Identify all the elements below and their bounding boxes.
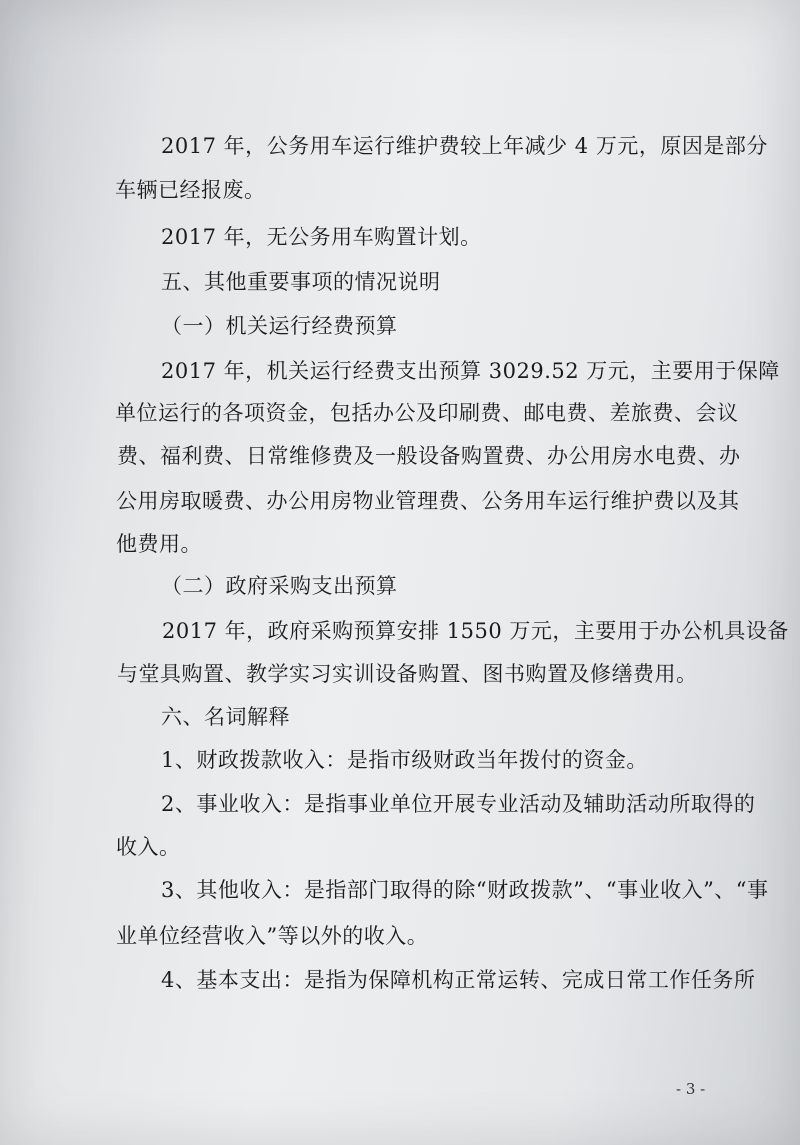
text-line-13: 与堂具购置、教学实习实训设备购置、图书购置及修缮费用。 xyxy=(117,662,698,686)
text-line-8: 费、福利费、日常维修费及一般设备购置费、办公用房水电费、办 xyxy=(117,444,741,468)
text-line-7: 单位运行的各项资金，包括办公及印刷费、邮电费、差旅费、会议 xyxy=(115,401,739,425)
text-line-18: 3、其他收入：是指部门取得的除“财政拨款”、“事业收入”、“事 xyxy=(161,878,769,902)
text-line-10: 他费用。 xyxy=(116,532,202,556)
subsection-heading-2: （二）政府采购支出预算 xyxy=(161,574,398,598)
text-line-17: 收入。 xyxy=(116,835,181,859)
text-line-6: 2017 年，机关运行经费支出预算 3029.52 万元，主要用于保障 xyxy=(161,359,780,383)
text-line-12: 2017 年，政府采购预算安排 1550 万元，主要用于办公机具设备 xyxy=(162,619,789,643)
text-line-19: 业单位经营收入”等以外的收入。 xyxy=(116,924,429,948)
text-line-3: 2017 年，无公务用车购置计划。 xyxy=(161,225,482,249)
page-number: - 3 - xyxy=(676,1080,706,1098)
subsection-heading-1: （一）机关运行经费预算 xyxy=(161,314,398,338)
section-heading-5: 五、其他重要事项的情况说明 xyxy=(161,270,441,294)
text-line-1: 2017 年，公务用车运行维护费较上年减少 4 万元，原因是部分 xyxy=(161,134,768,158)
text-line-2: 车辆已经报废。 xyxy=(115,178,266,202)
section-heading-6: 六、名词解释 xyxy=(161,705,290,729)
text-line-15: 1、财政拨款收入：是指市级财政当年拨付的资金。 xyxy=(161,748,648,772)
text-line-16: 2、事业收入：是指事业单位开展专业活动及辅助活动所取得的 xyxy=(161,792,756,816)
text-line-9: 公用房取暖费、办公用房物业管理费、公务用车运行维护费以及其 xyxy=(116,489,740,513)
text-line-20: 4、基本支出：是指为保障机构正常运转、完成日常工作任务所 xyxy=(161,968,756,992)
